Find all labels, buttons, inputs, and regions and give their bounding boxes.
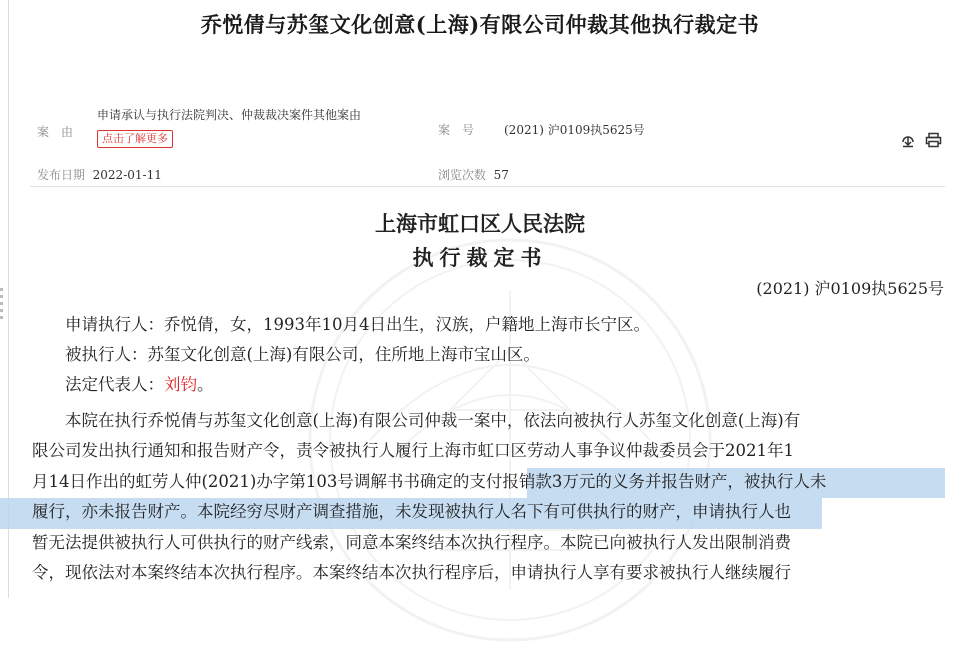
view-count: 浏览次数 57 — [438, 168, 509, 182]
download-icon[interactable] — [900, 132, 916, 152]
applicant-line: 申请执行人：乔悦倩，女，1993年10月4日出生，汉族，户籍地上海市长宁区。 — [65, 315, 650, 334]
case-no-label: 案 号 — [438, 123, 475, 137]
legal-rep-name: 刘钧 — [164, 375, 197, 394]
body-line: 限公司发出执行通知和报告财产令，责令被执行人履行上海市虹口区劳动人事争议仲裁委员会于2021年1 — [32, 441, 794, 461]
side-handle[interactable] — [0, 288, 4, 323]
document-type: 执行裁定书 — [412, 245, 548, 270]
body-line: 暂无法提供被执行人可供执行的财产线索，同意本案终结本次执行程序。本院已向被执行人发出限制消费 — [32, 532, 791, 552]
legal-rep-line: 法定代表人：刘钧。 — [65, 375, 214, 394]
body-line: 本院在执行乔悦倩与苏玺文化创意(上海)有限公司仲裁一案中，依法向被执行人苏玺文化创意(上海)有 — [65, 411, 801, 430]
cause-value: 申请承认与执行法院判决、仲裁裁决案件其他案由 — [97, 108, 362, 122]
cause-label: 案 由 — [37, 125, 74, 139]
respondent-line: 被执行人：苏玺文化创意(上海)有限公司，住所地上海市宝山区。 — [65, 345, 540, 364]
body-line: 令，现依法对本案终结本次执行程序。本案终结本次执行程序后，申请执行人享有要求被执行人继续履行 — [32, 562, 791, 582]
case-no-value: (2021) 沪0109执5625号 — [504, 123, 645, 137]
body-line: 月14日作出的虹劳人仲(2021)办字第103号调解书书确定的支付报销款3万元的义务并报告财产，被执行人未 — [32, 471, 827, 491]
body-line: 履行，亦未报告财产。本院经穷尽财产调查措施，未发现被执行人名下有可供执行的财产，申请执行人也 — [32, 502, 791, 522]
divider — [30, 186, 945, 187]
judgment-body — [32, 406, 944, 588]
page-title: 乔悦倩与苏玺文化创意(上海)有限公司仲裁其他执行裁定书 — [200, 12, 760, 37]
print-icon[interactable] — [925, 132, 942, 152]
court-name: 上海市虹口区人民法院 — [375, 211, 585, 236]
document-number: (2021) 沪0109执5625号 — [756, 279, 944, 298]
toolbar — [900, 132, 946, 152]
learn-more-link[interactable]: 点击了解更多 — [97, 130, 173, 148]
publish-date: 发布日期 2022-01-11 — [37, 168, 162, 182]
